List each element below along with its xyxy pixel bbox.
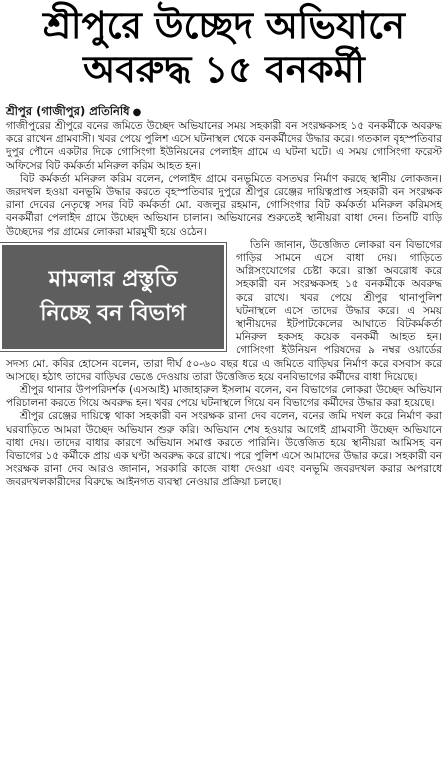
- paragraph-1: গাজীপুরের শ্রীপুরে বনের জমিতে উচ্ছেদ অভিযানের সময় সহকারী বন সংরক্ষকসহ ১৫ বনকর্মীকে অবরুদ্ধ করে রাখেন গ্রামবাসী। খবর পেয়ে পুলিশ এসে ঘটনাস্থল থেকে বনকর্মীদের উদ্ধার করে। গতকাল বৃহস্পতিবার দুপুর পৌনে একটার দিকে গোসিংগা ইউনিয়নের পেলাইদ গ্রামে এ ঘটনা ঘটে। এ সময় গোসিংগা ফরেস্ট অফিসের বিট কর্মকর্তা মনিরুল করিম আহত হন।: [6, 120, 442, 172]
- byline: [6, 104, 442, 120]
- bullet-icon: ●: [132, 107, 142, 118]
- paragraph-5: শ্রীপুর রেঞ্জের দায়িত্বে থাকা সহকারী বন সংরক্ষক রানা দেব বলেন, বনের জমি দখল করে নির্মাণ করা ঘরবাড়িতে আমরা উচ্ছেদ অভিযান শুরু করি। অভিযান শেষ হওয়ার আগেই গ্রামবাসী উচ্ছেদ অভিযানে বাধা দেয়। তাদের বাধার কারণে অভিযান সমাপ্ত করতে পারিনি। উত্তেজিত হয়ে স্থানীয়রা আমিসহ বন বিভাগের ১৫ কর্মীকে প্রায় এক ঘণ্টা অবরুদ্ধ করে রাখে। পরে পুলিশ এসে আমাদের উদ্ধার করে। সহকারী বন সংরক্ষক রানা দেব আরও জানান, সরকারি কাজে বাধা দেওয়া এবং বনভূমি জবরদখল করার অপরাধে জবরদখলকারীদের বিরুদ্ধে আইনগত ব্যবস্থা নেওয়ার প্রক্রিয়া চলছে।: [6, 410, 442, 489]
- article-body: [6, 120, 442, 490]
- paragraph-3: তিনি জানান, উত্তেজিত লোকরা বন বিভাগের গাড়ির সামনে এসে বাধা দেয়। গাড়িতে অগ্নিসংযোগের চেষ্টা করে। রাস্তা অবরোধ করে সহকারী বন সংরক্ষকসহ ১৫ বনকর্মীকে অবরুদ্ধ করে রাখে। খবর পেয়ে শ্রীপুর থানাপুলিশ ঘটনাস্থলে এসে তাদের উদ্ধার করে। এ সময় স্থানীয়দের ইটপাটকেলের আঘাতে বিটকর্মকর্তা মনিরুল হকসহ কয়েক বনকর্মী আহত হন। গোসিংগা ইউনিয়ন পরিষদের ৯ নম্বর ওয়ার্ডের সদস্য মো. কবির হোসেন বলেন, তারা দীর্ঘ ৫০-৬০ বছর ধরে এ জমিতে বাড়িঘর নির্মাণ করে বসবাস করে আসছে। হঠাৎ তাদের বাড়িঘর ভেঙে দেওয়ায় তারা উত্তেজিত হয়ে বনবিভাগের কর্মীদের বাধা দিয়েছে।: [6, 238, 442, 383]
- paragraph-2: বিট কর্মকর্তা মনিরুল করিম বলেন, পেলাইদ গ্রামে বনভূমিতে বসতঘর নির্মাণ করছে স্থানীয় লোকজন। জরদখল হওয়া বনভূমি উদ্ধার করতে বৃহস্পতিবার দুপুরে শ্রীপুর রেঞ্জের দায়িত্বপ্রাপ্ত সহকারী বন সংরক্ষক রানা দেবের নেতৃত্বে সদর বিট কর্মকর্তা মো. বজলুর রহমান, গোসিংগার বিট কর্মকর্তা মনিরুল করিমসহ বনকর্মীরা পেলাইদ গ্রামে উচ্ছেদ অভিযান চালান। অভিযানের শুরুতেই স্থানীয়রা বাধা দেন। তিনটি বাড়ি উচ্ছেদের পর গ্রামের লোকরা মারমুখী হয়ে ওঠেন।: [6, 172, 442, 238]
- pull-quote-line-1: মামলার প্রস্তুতি: [48, 266, 178, 292]
- paragraph-4: শ্রীপুর থানার উপপরিদর্শক (এসআই) মাজাহারুল ইসলাম বলেন, বন বিভাগের লোকরা উচ্ছেদ অভিযান পরিচালনা করতে গিয়ে অবরুদ্ধ হন। খবর পেয়ে ঘটনাস্থলে গিয়ে বন বিভাগের কর্মীদের উদ্ধার করা হয়েছে।: [6, 384, 442, 410]
- pull-quote-box: [0, 243, 226, 351]
- pull-quote-line-2: নিচ্ছে বন বিভাগ: [40, 300, 186, 326]
- headline: শ্রীপুরে উচ্ছেদ অভিযানে অবরুদ্ধ ১৫ বনকর্মী: [43, 4, 405, 91]
- byline-text: শ্রীপুর (গাজীপুর) প্রতিনিধি: [6, 104, 130, 118]
